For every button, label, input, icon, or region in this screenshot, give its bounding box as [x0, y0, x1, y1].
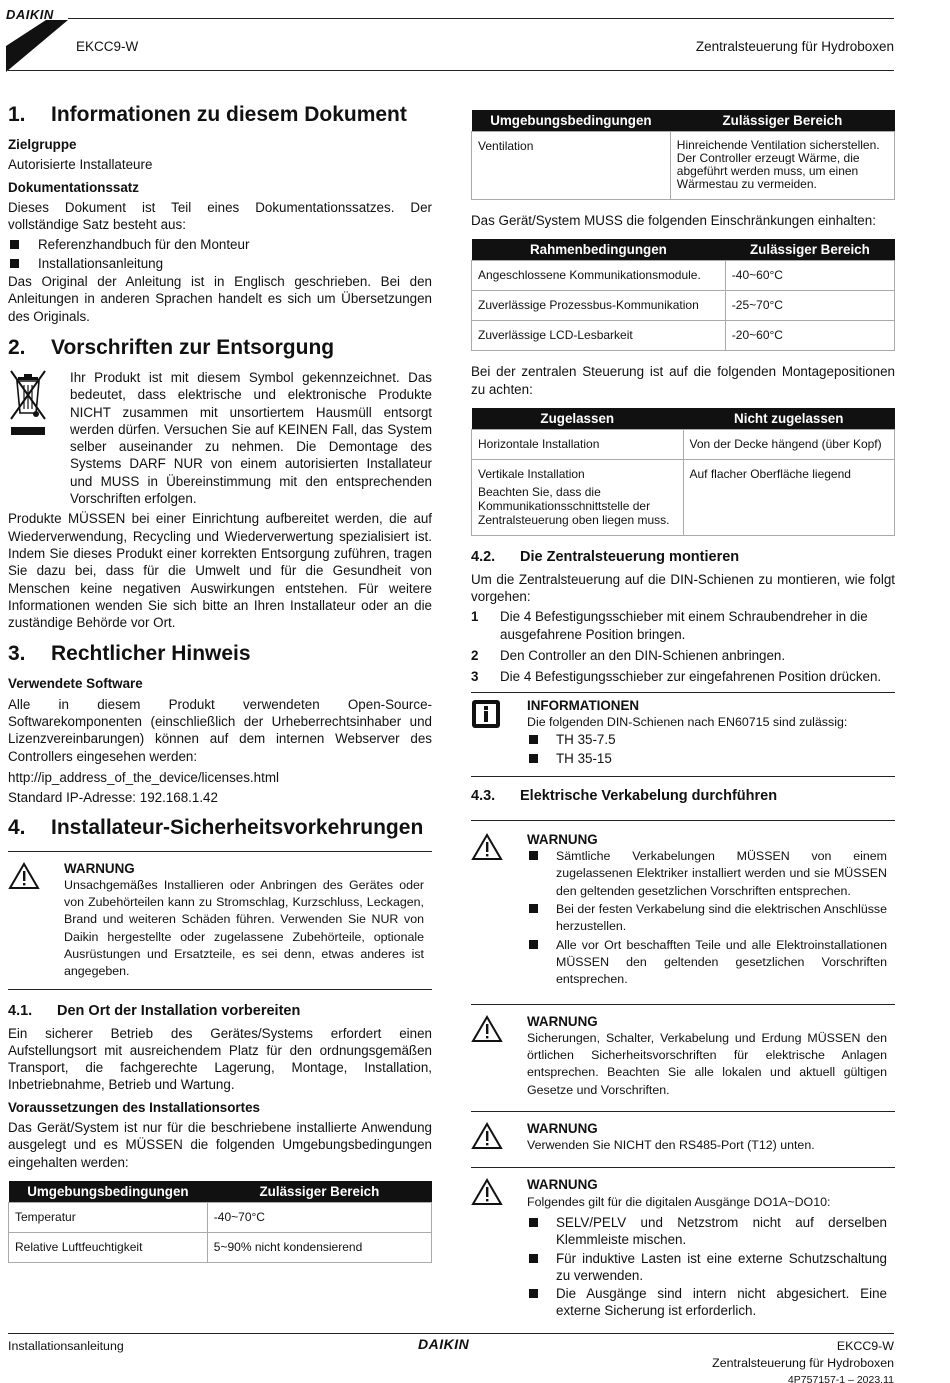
table-row: Relative Luftfeuchtigkeit 5~90% nicht kondensierend [9, 1232, 432, 1262]
info-title: INFORMATIONEN [527, 697, 640, 713]
warning-title: WARNUNG [527, 1177, 598, 1193]
zielgruppe-heading: Zielgruppe [8, 137, 77, 152]
dokumentationssatz-heading: Dokumentationssatz [8, 179, 139, 195]
footer-model: EKCC9-W [836, 1339, 894, 1353]
disposal-text: Produkte MÜSSEN bei einer Einrichtung aufbereitet werden, die auf Wiederverwendung, Recycling und Wiederverwertung spezialisiert ist. Indem Sie dieses Produkt einer korrekten Entsorgung zuführen, tragen Sie dazu bei, dass für die Umwelt und für die Gesundheit von Menschen keine negativen Auswirkungen entstehen. Für weitere Informationen wenden Sie sich bitte an Ihren Installateur oder an die zuständige Behörde vor Ort. [8, 511, 432, 631]
warning-icon [471, 1120, 527, 1155]
brand-logo-text: DAIKIN [6, 7, 54, 22]
header-rule-bottom [8, 70, 894, 71]
mounting-intro: Um die Zentralsteuerung auf die DIN-Schienen zu montieren, wie folgt vorgehen: [471, 571, 895, 605]
footer-code: 4P757157-1 – 2023.11 [787, 1374, 894, 1383]
table-row: Angeschlossene Kommunikationsmodule. -40~60°C [472, 261, 895, 291]
warning-box-end [8, 989, 432, 990]
standard-ip: Standard IP-Adresse: 192.168.1.42 [8, 790, 218, 806]
warning-box [471, 820, 895, 998]
footer-title: Zentralsteuerung für Hydroboxen [712, 1356, 894, 1370]
warning-text: Unsachgemäßes Installieren oder Anbringen des Gerätes oder von Zubehörteilen kann zu Stromschlag, Kurzschluss, Leckagen, Brand und weiteren Schäden führen. Verwenden Sie NUR von Daikin hergestellte oder zugelassene Zubehörteile, optionale Ausrüstungen und Ersatzteile, es sei denn, etwas anderes ist angegeben. [64, 877, 424, 979]
header-rule-top [68, 18, 894, 19]
warning-box [8, 851, 432, 989]
info-icon [471, 697, 527, 768]
zielgruppe-text: Autorisierte Installateure [8, 157, 153, 173]
list-item: Alle vor Ort beschafften Teile und alle Elektroinstallationen MÜSSEN den geltenden gesetzlichen Vorschriften entsprechen. [527, 937, 887, 989]
warning-title: WARNUNG [64, 860, 135, 876]
disposal-symbol-text: Ihr Produkt ist mit diesem Symbol gekennzeichnet. Das bedeutet, dass elektrische und elektronische Produkte NICHT zusammen mit unsortiertem Hausmüll entsorgt werden dürfen. Versuchen Sie auf KEINEN Fall, das System selber auseinander zu nehmen. Die Demontage des Systems DARF NUR von einem autorisierten Installateur und MUSS in Übereinstimmung mit den entsprechenden Vorschriften erfolgen. [70, 369, 432, 507]
environment-table: Umgebungsbedingungen Zulässiger Bereich Temperatur -40~70°C Relative Luftfeuchtigkeit 5~90% nicht kondensierend [8, 1181, 432, 1263]
warning-title: WARNUNG [527, 1121, 598, 1137]
info-box-end [471, 776, 895, 777]
list-item: Die Ausgänge sind intern nicht abgesichert. Eine externe Sicherung ist erforderlich. [527, 1285, 887, 1320]
software-heading: Verwendete Software [8, 676, 143, 692]
right-column [471, 110, 895, 1329]
list-item: 1 Die 4 Befestigungsschieber mit einem Schraubendreher in die ausgefahrene Position bringen. [471, 609, 868, 642]
list-item: 2 Den Controller an den DIN-Schienen anbringen. [471, 648, 786, 664]
warning-text: Verwenden Sie NICHT den RS485-Port (T12) unten. [527, 1138, 815, 1153]
disposal-block [8, 369, 432, 510]
section-4-heading: 4. Installateur-Sicherheitsvorkehrungen [8, 815, 424, 839]
footer-info [712, 1338, 894, 1383]
table-row: Horizontale Installation Von der Decke hängend (über Kopf) [472, 429, 895, 459]
original-language-text: Das Original der Anleitung ist in Englisch geschrieben. Bei den Anleitungen in anderen Sprachen handelt es sich um Übersetzungen des Originals. [8, 274, 432, 324]
section-3-heading: 3. Rechtlicher Hinweis [8, 642, 251, 666]
mounting-positions-text: Bei der zentralen Steuerung ist auf die folgenden Montagepositionen zu achten: [471, 364, 895, 397]
warning-box [471, 1167, 895, 1328]
section-1-heading: 1. Informationen zu diesem Dokument [8, 103, 407, 126]
list-item: SELV/PELV und Netzstrom nicht auf derselben Klemmleiste mischen. [527, 1214, 887, 1249]
table-row: Vertikale Installation Beachten Sie, dass die Kommunikationsschnittstelle der Zentralsteuerung oben liegen muss. Auf flacher Oberfläche liegend [472, 459, 895, 535]
header-model: EKCC9-W [76, 39, 139, 54]
table-row: Ventilation Hinreichende Ventilation sicherstellen. Der Controller erzeugt Wärme, die abgeführt werden muss, um einen Wärmestau zu vermeiden. [472, 132, 895, 200]
table-row: Zuverlässige LCD-Lesbarkeit -20~60°C [472, 321, 895, 351]
dokumentationssatz-text: Dieses Dokument ist Teil eines Dokumentationssatzes. Der vollständige Satz besteht aus: [8, 199, 432, 233]
warning-title: WARNUNG [527, 1013, 598, 1029]
list-item: Sämtliche Verkabelungen MÜSSEN von einem zugelassenen Elektriker installiert werden und sie MÜSSEN den geltenden gesetzlichen Vorschriften entsprechen. [527, 848, 887, 900]
warning-icon [8, 860, 64, 981]
warning-icon [471, 1176, 527, 1320]
warning-icon [471, 831, 527, 990]
section-2-heading: 2. Vorschriften zur Entsorgung [8, 335, 335, 359]
crossed-bin-icon [8, 369, 70, 510]
warning-box [471, 1111, 895, 1163]
restrictions-text: Das Gerät/System MUSS die folgenden Einschränkungen einhalten: [471, 213, 876, 228]
section-4-3-heading: 4.3. Elektrische Verkabelung durchführen [471, 787, 778, 804]
table-row: Temperatur -40~70°C [9, 1202, 432, 1232]
list-item: TH 35-15 [527, 750, 887, 767]
list-item: Für induktive Lasten ist eine externe Schutzschaltung zu verwenden. [527, 1250, 887, 1285]
warning-box [471, 1004, 895, 1107]
footer-rule [8, 1333, 894, 1334]
header-title: Zentralsteuerung für Hydroboxen [695, 39, 894, 54]
installation-place-text: Ein sicherer Betrieb des Gerätes/Systems erfordert einen Aufstellungsort mit ausreichendem Platz für den ordnungsgemäßen Transport, die fachgerechte Lagerung, Montage, Installation, Inbetriebnahme, Betrieb und Wartung. [8, 1025, 432, 1093]
requirements-text: Das Gerät/System ist nur für die beschriebene installierte Anwendung ausgelegt und es MÜSSEN die folgenden Umgebungsbedingungen eingehalten werden: [8, 1120, 432, 1170]
list-item: 3 Die 4 Befestigungsschieber zur eingefahrenen Position drücken. [471, 669, 882, 685]
footer-doc-type: Installationsanleitung [8, 1339, 124, 1353]
left-column [8, 100, 432, 1275]
mounting-table: Zugelassen Nicht zugelassen Horizontale Installation Von der Decke hängend (über Kopf) Vertikale Installation Beachten Sie, dass die Kommunikationsschnittstelle der Zentralsteuerung oben liegen muss. Auf flacher Oberfläche liegend [471, 408, 895, 536]
list-item: Bei der festen Verkabelung sind die elektrischen Anschlüsse herzustellen. [527, 901, 887, 936]
list-item: Installationsanleitung [8, 255, 432, 272]
warning-icon [471, 1013, 527, 1099]
warning-text: Sicherungen, Schalter, Verkabelung und Erdung MÜSSEN den örtlichen Sicherheitsvorschriften für elektrische Anlagen entsprechen. Beachten Sie alle lokalen und aktuell gültigen Gesetze und Vorschriften. [527, 1030, 887, 1097]
section-4-2-heading: 4.2. Die Zentralsteuerung montieren [471, 548, 740, 565]
software-text: Alle in diesem Produkt verwendeten Open-Source-Softwarekomponenten (einschließlich der Urheberrechtsinhaber und Lizenzvereinbarungen) können auf dem internen Webserver des Controllers eingesehen werden: [8, 696, 432, 764]
list-item: TH 35-7.5 [527, 731, 887, 748]
ventilation-table: Umgebungsbedingungen Zulässiger Bereich Ventilation Hinreichende Ventilation sicherstellen. Der Controller erzeugt Wärme, die abgeführt werden muss, um einen Wärmestau zu vermeiden. [471, 110, 895, 200]
info-box [471, 692, 895, 776]
license-url[interactable]: http://ip_address_of_the_device/licenses.html [8, 769, 279, 785]
section-4-1-heading: 4.1. Den Ort der Installation vorbereiten [8, 1002, 301, 1019]
requirements-heading: Voraussetzungen des Installationsortes [8, 1099, 261, 1115]
info-text: Die folgenden DIN-Schienen nach EN60715 sind zulässig: [527, 714, 848, 729]
list-item: Referenzhandbuch für den Monteur [8, 236, 432, 253]
table-row: Zuverlässige Prozessbus-Kommunikation -25~70°C [472, 291, 895, 321]
warning-title: WARNUNG [527, 831, 598, 847]
restrictions-table: Rahmenbedingungen Zulässiger Bereich Angeschlossene Kommunikationsmodule. -40~60°C Zuverlässige Prozessbus-Kommunikation -25~70°C Zuverlässige LCD-Lesbarkeit -20~60°C [471, 239, 895, 351]
footer-brand-logo: DAIKIN [418, 1336, 470, 1352]
warning-text: Folgendes gilt für die digitalen Ausgänge DO1A~DO10: [527, 1194, 831, 1209]
